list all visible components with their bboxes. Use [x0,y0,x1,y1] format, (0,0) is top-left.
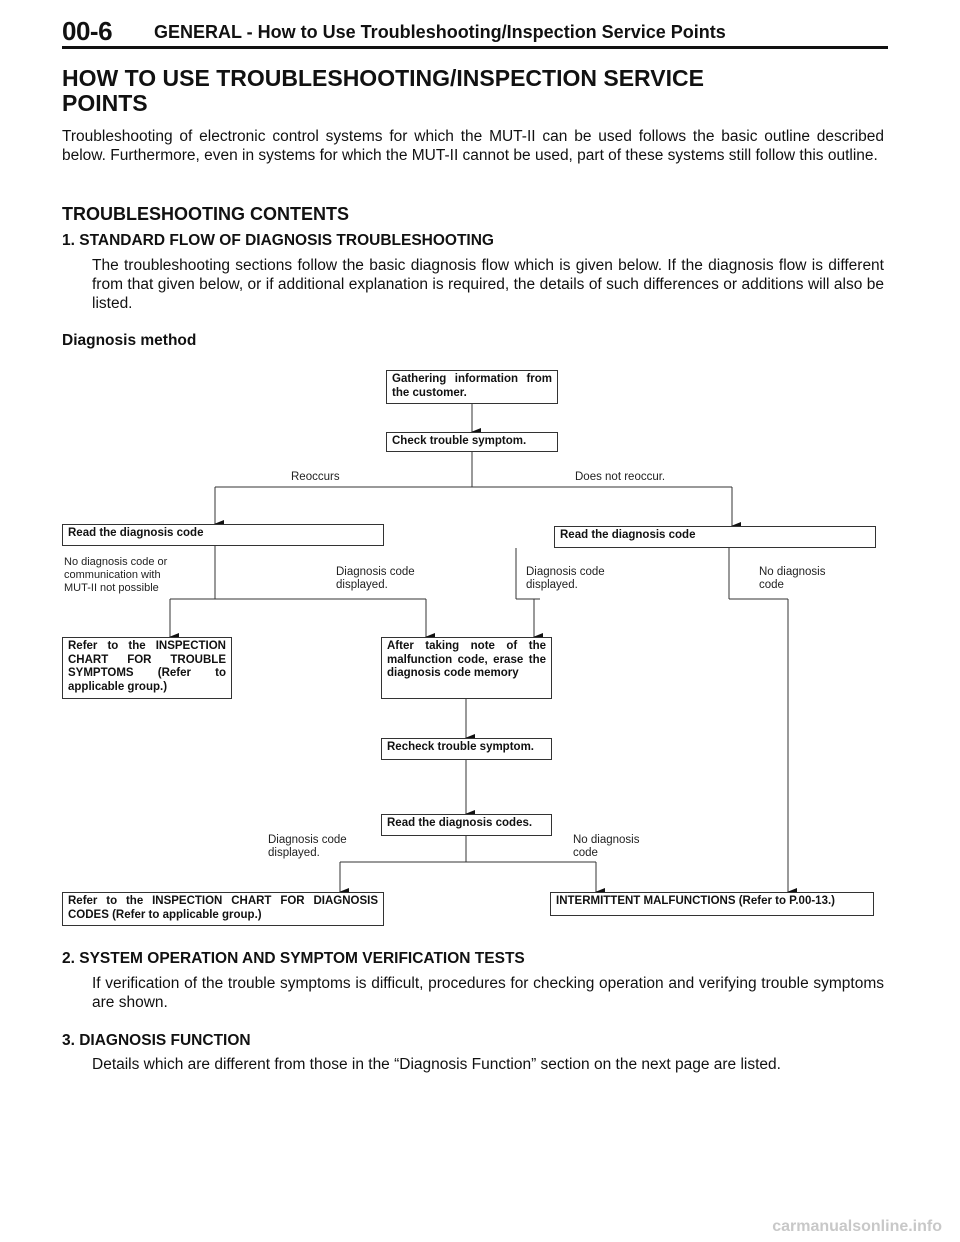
does-not-reoccur-label: Does not reoccur. [575,471,666,483]
header-rule [62,46,888,49]
read-codes-box: Read the diagnosis codes. [381,814,552,836]
section-title: GENERAL - How to Use Troubleshooting/Inspection Service Points [154,22,726,42]
page-title-line-2: POINTS [62,90,148,116]
intro-paragraph: Troubleshooting of electronic control systems for which the MUT-II can be used follows the basic outline described below. Furthermore, even in systems for which the MUT-II cannot be used, part of these systems still follow this outline. [62,128,884,164]
footer-watermark: carmanualsonline.info [772,1218,942,1235]
read-code-left-box: Read the diagnosis code [62,524,384,546]
no-code-comm-label: No diagnosis code or communication with MUT-II not possible [64,556,168,594]
page-number: 00-6 [62,16,113,46]
code-displayed-label-1: Diagnosis code displayed. [336,566,415,591]
code-displayed-label-2: Diagnosis code displayed. [526,566,605,591]
item-1-text: The troubleshooting sections follow the basic diagnosis flow which is given below. If the diagnosis flow is different from that given below, or if additional explanation is required, the details of such differences or additions will also be listed. [92,257,884,312]
item-2-text: If verification of the trouble symptoms is difficult, procedures for checking operation and verifying trouble symptoms are shown. [92,975,884,1011]
reoccurs-label: Reoccurs [291,471,340,483]
refer-codes-box: Refer to the INSPECTION CHART FOR DIAGNOSIS CODES (Refer to applicable group.) [62,892,384,926]
after-note-box: After taking note of the malfunction code, erase the diagnosis code memory [381,637,552,699]
diagnosis-flowchart [0,360,960,930]
page-title [62,66,862,116]
read-code-right-box: Read the diagnosis code [554,526,876,548]
item-3-heading: 3. DIAGNOSIS FUNCTION [62,1032,251,1049]
page-title-line-1: HOW TO USE TROUBLESHOOTING/INSPECTION SERVICE [62,65,704,91]
no-code-label-2: No diagnosis code [573,834,640,859]
item-1-heading: 1. STANDARD FLOW OF DIAGNOSIS TROUBLESHOOTING [62,232,494,249]
diagnosis-method-heading: Diagnosis method [62,332,197,349]
gathering-info-box: Gathering information from the customer. [386,370,558,404]
intermittent-box: INTERMITTENT MALFUNCTIONS (Refer to P.00-13.) [550,892,874,916]
page-header [62,16,892,48]
check-symptom-box: Check trouble symptom. [386,432,558,452]
contents-heading: TROUBLESHOOTING CONTENTS [62,204,349,224]
item-2-heading: 2. SYSTEM OPERATION AND SYMPTOM VERIFICATION TESTS [62,950,525,967]
item-3-text: Details which are different from those in the “Diagnosis Function” section on the next page are listed. [92,1056,781,1073]
refer-symptoms-box: Refer to the INSPECTION CHART FOR TROUBLE SYMPTOMS (Refer to applicable group.) [62,637,232,699]
no-code-label-1: No diagnosis code [759,566,826,591]
recheck-symptom-box: Recheck trouble symptom. [381,738,552,760]
code-displayed-label-3: Diagnosis code displayed. [268,834,347,859]
